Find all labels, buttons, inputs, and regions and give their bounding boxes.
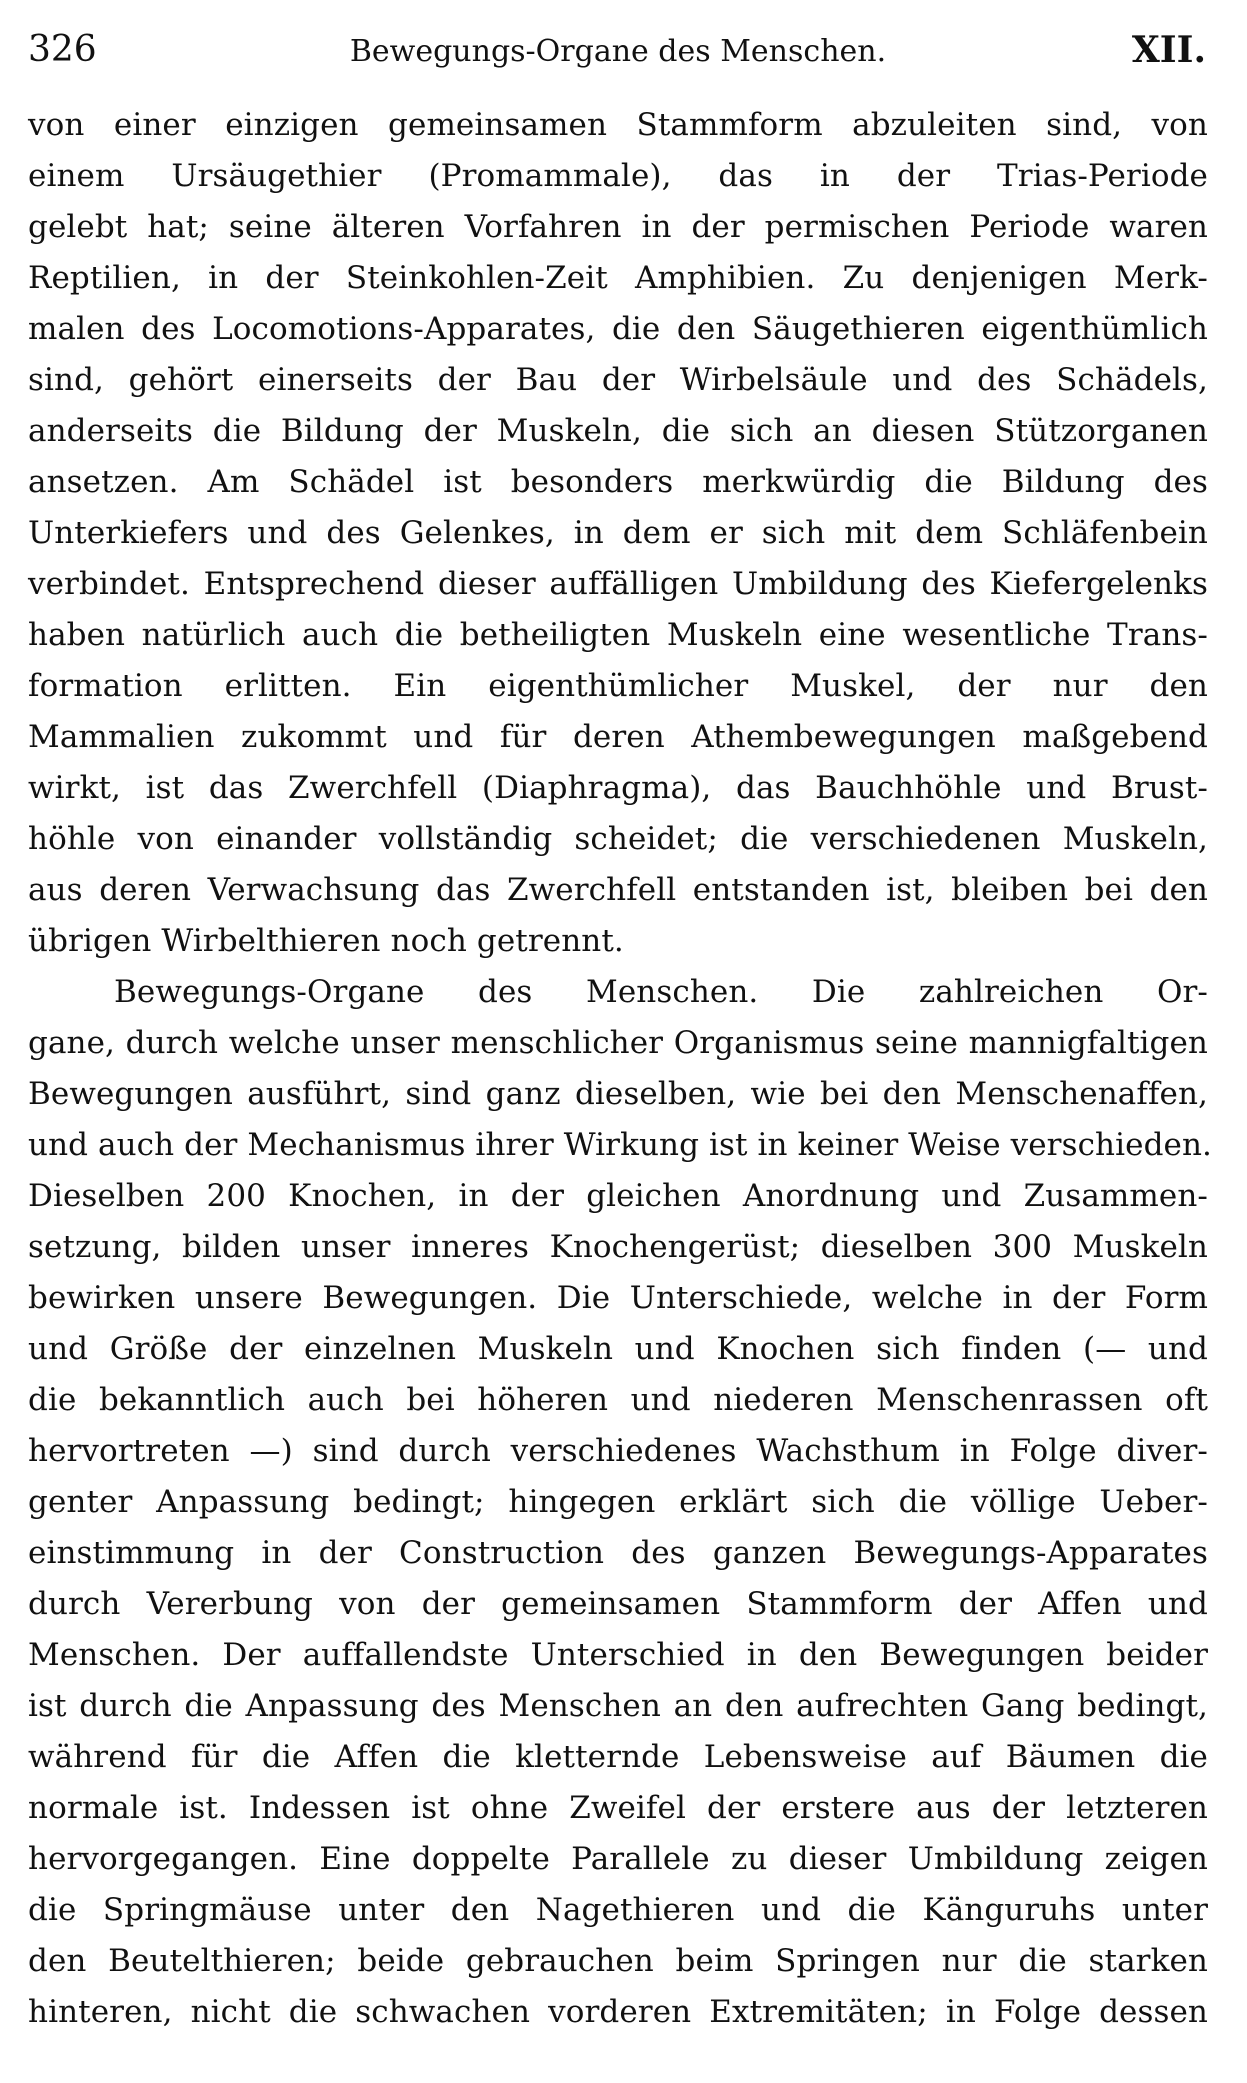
text-line: gane, durch welche unser menschlicher Organismus seine mannigfaltigen bbox=[28, 1025, 1208, 1061]
text-line: während für die Affen die kletternde Lebensweise auf Bäumen die bbox=[28, 1739, 1208, 1775]
text-line: durch Vererbung von der gemeinsamen Stammform der Affen und bbox=[28, 1586, 1208, 1622]
text-line: Mammalien zukommt und für deren Athembewegungen maßgebend bbox=[28, 719, 1208, 755]
text-line: bewirken unsere Bewegungen. Die Unterschiede, welche in der Form bbox=[28, 1280, 1208, 1316]
text-line: Reptilien, in der Steinkohlen-Zeit Amphibien. Zu denjenigen Merk- bbox=[28, 260, 1208, 296]
text-line: malen des Locomotions-Apparates, die den Säugethieren eigenthümlich bbox=[28, 311, 1208, 347]
text-line: ist durch die Anpassung des Menschen an den aufrechten Gang bedingt, bbox=[28, 1688, 1208, 1724]
paragraph-start-line: Bewegungs-Organe des Menschen. Die zahlreichen Or- bbox=[114, 974, 1208, 1010]
text-line: einem Ursäugethier (Promammale), das in der Trias-Periode bbox=[28, 158, 1208, 194]
text-line: die bekanntlich auch bei höheren und niederen Menschenrassen oft bbox=[28, 1382, 1208, 1418]
text-line: hervortreten —) sind durch verschiedenes Wachsthum in Folge diver- bbox=[28, 1433, 1208, 1469]
text-line: aus deren Verwachsung das Zwerchfell entstanden ist, bleiben bei den bbox=[28, 872, 1208, 908]
text-line: ansetzen. Am Schädel ist besonders merkwürdig die Bildung des bbox=[28, 464, 1208, 500]
text-line: normale ist. Indessen ist ohne Zweifel der erstere aus der letzteren bbox=[28, 1790, 1208, 1826]
chapter-number: XII. bbox=[1131, 29, 1206, 71]
book-page bbox=[28, 22, 1212, 2062]
text-line: gelebt hat; seine älteren Vorfahren in der permischen Periode waren bbox=[28, 209, 1208, 245]
text-line: formation erlitten. Ein eigenthümlicher Muskel, der nur den bbox=[28, 668, 1208, 704]
body-text bbox=[28, 100, 1212, 2038]
text-line: einstimmung in der Construction des ganzen Bewegungs-Apparates bbox=[28, 1535, 1208, 1571]
page-header bbox=[28, 22, 1208, 85]
text-line: und auch der Mechanismus ihrer Wirkung ist in keiner Weise verschieden. bbox=[28, 1127, 1212, 1163]
text-line: Unterkiefers und des Gelenkes, in dem er sich mit dem Schläfenbein bbox=[28, 515, 1208, 551]
text-line: verbindet. Entsprechend dieser auffälligen Umbildung des Kiefergelenks bbox=[28, 566, 1208, 602]
text-line: wirkt, ist das Zwerchfell (Diaphragma), das Bauchhöhle und Brust- bbox=[28, 770, 1208, 806]
text-line: und Größe der einzelnen Muskeln und Knochen sich finden (— und bbox=[28, 1331, 1208, 1367]
running-head: Bewegungs-Organe des Menschen. bbox=[349, 34, 887, 69]
text-line: haben natürlich auch die betheiligten Muskeln eine wesentliche Trans- bbox=[28, 617, 1208, 653]
text-line: von einer einzigen gemeinsamen Stammform abzuleiten sind, von bbox=[28, 107, 1208, 143]
text-line: Menschen. Der auffallendste Unterschied in den Bewegungen beider bbox=[28, 1637, 1208, 1673]
text-line: die Springmäuse unter den Nagethieren und die Känguruhs unter bbox=[28, 1892, 1208, 1928]
text-line: Bewegungen ausführt, sind ganz dieselben, wie bei den Menschenaffen, bbox=[28, 1076, 1208, 1112]
text-line: den Beutelthieren; beide gebrauchen beim Springen nur die starken bbox=[28, 1943, 1208, 1979]
text-line: setzung, bilden unser inneres Knochengerüst; dieselben 300 Muskeln bbox=[28, 1229, 1208, 1265]
text-line: hervorgegangen. Eine doppelte Parallele zu dieser Umbildung zeigen bbox=[28, 1841, 1208, 1877]
text-line: sind, gehört einerseits der Bau der Wirbelsäule und des Schädels, bbox=[28, 362, 1208, 398]
text-line: Dieselben 200 Knochen, in der gleichen Anordnung und Zusammen- bbox=[28, 1178, 1208, 1214]
page-number: 326 bbox=[28, 29, 97, 70]
paragraph-end-line: übrigen Wirbelthieren noch getrennt. bbox=[28, 923, 624, 959]
text-line: anderseits die Bildung der Muskeln, die sich an diesen Stützorganen bbox=[28, 413, 1208, 449]
text-line: hinteren, nicht die schwachen vorderen Extremitäten; in Folge dessen bbox=[28, 1994, 1208, 2030]
text-line: genter Anpassung bedingt; hingegen erklärt sich die völlige Ueber- bbox=[28, 1484, 1208, 1520]
text-line: höhle von einander vollständig scheidet; die verschiedenen Muskeln, bbox=[28, 821, 1208, 857]
